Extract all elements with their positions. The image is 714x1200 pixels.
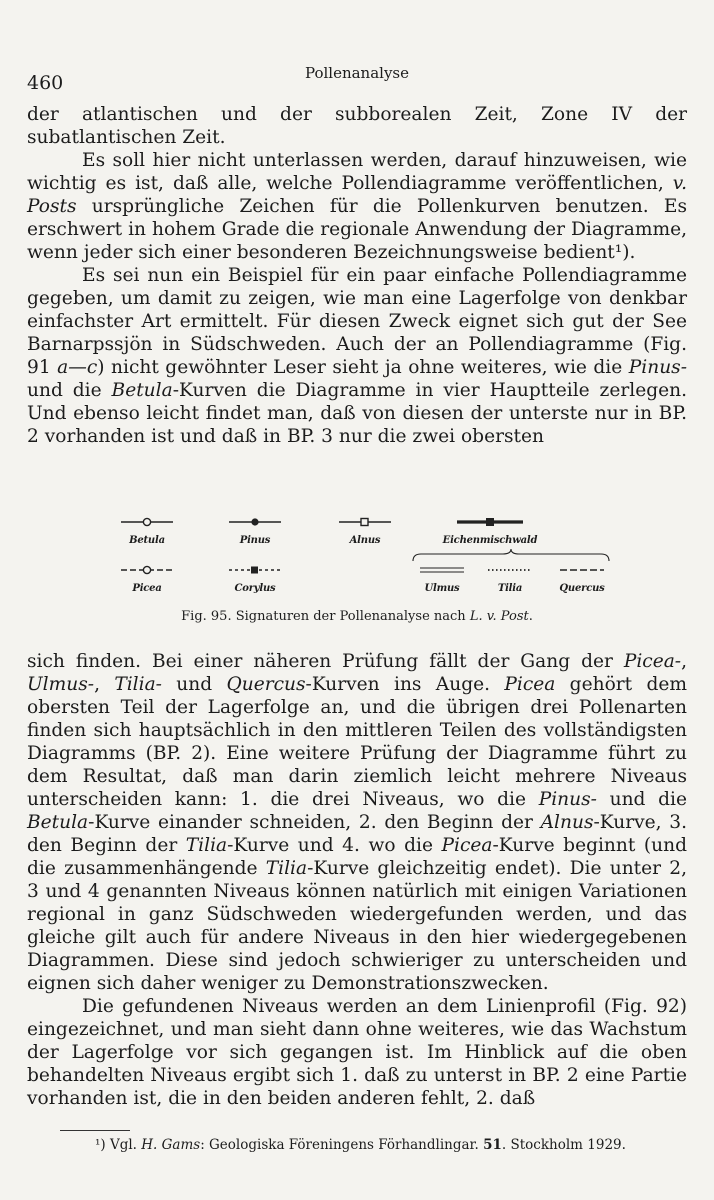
text-run: ) nicht gewöhnter Leser sieht ja ohne weiteres, wie die: [97, 357, 629, 378]
caption-author: L. v. Post: [469, 609, 529, 624]
footnote-suffix: . Stockholm 1929.: [501, 1137, 626, 1153]
footnote-author: H. Gams: [141, 1137, 201, 1153]
italic-text: Betula: [111, 380, 173, 401]
paragraph: [27, 103, 687, 149]
italic-text: a—c: [57, 357, 98, 378]
signature-picea: [117, 563, 177, 603]
text-run: -Kurve einander schneiden, 2. den Beginn der: [88, 812, 541, 833]
italic-text: Tilia: [185, 835, 228, 856]
body-text-top: [27, 103, 687, 448]
italic-text: Ulmus-: [27, 674, 95, 695]
tilia-dotted-line-icon: [480, 563, 540, 577]
text-run: -Kurve beginnt (und die zusammenhängende: [27, 835, 688, 879]
quercus-dash-line-icon: [552, 563, 612, 577]
signature-pinus: [225, 515, 285, 555]
page-number: 460: [27, 72, 64, 94]
paragraph: [27, 995, 687, 1110]
body-text-bottom: [27, 650, 687, 1110]
italic-text: Alnus: [540, 812, 594, 833]
text-run: -Kurve gleichzeitig endet). Die unter 2, 3 und 4 genannten Niveaus können natürlich mit einigen Variationen regional in ganz Südschweden wiedergefunden werden, und das gleiche gilt auch für andere Niveaus in den hier wiedergegebenen Diagrammen. Diese sind jedoch schwieriger zu unterscheiden und eignen sich daher weniger zu Demonstrationszwecken.: [27, 858, 687, 994]
italic-text: Betula: [27, 812, 89, 833]
signature-label-tilia: Tilia: [497, 583, 523, 594]
figure-caption: [27, 609, 687, 624]
italic-text: Picea: [504, 674, 556, 695]
footnote-middle: : Geologiska Föreningens Förhandlingar.: [200, 1137, 484, 1153]
italic-text: Pinus-: [628, 357, 687, 378]
signature-ulmus: [412, 563, 472, 603]
signature-label-pinus: Pinus: [239, 535, 271, 546]
alnus-line-open-square-icon: [335, 515, 395, 529]
text-run: ,: [94, 674, 115, 695]
italic-text: Tilia: [265, 858, 308, 879]
running-title: Pollenanalyse: [304, 64, 410, 82]
eichenmischwald-thick-line-filled-square-icon: [425, 515, 555, 529]
text-run: -Kurven die Diagramme in vier Hauptteile zerlegen. Und ebenso leicht findet man, daß von diesen der unterste nur in BP. 2 vorhanden ist und daß in BP. 3 nur die zwei obersten: [27, 380, 687, 447]
brace-icon: [411, 549, 611, 563]
text-run: Es soll hier nicht unterlassen werden, darauf hinzuweisen, wie wichtig es ist, daß alle, welche Pollendiagramme veröffentlichen,: [27, 150, 687, 194]
text-run: und die: [596, 789, 688, 810]
signature-label-eichenmischwald: Eichenmischwald: [442, 535, 538, 546]
italic-text: Picea: [441, 835, 493, 856]
footnote: [95, 1136, 695, 1154]
page-header: [27, 60, 687, 94]
signature-corylus: [225, 563, 285, 603]
text-run: -Kurven ins Auge.: [305, 674, 505, 695]
text-run: Es sei nun ein Beispiel für ein paar einfache Pollendiagramme gegeben, um damit zu zeigen, wie man eine Lagerfolge von denkbar einfachster Art ermittelt. Für diesen Zweck eignet sich gut der See Barnarpssjön in Südschweden. Auch der an Pollendiagramme (Fig. 91: [27, 265, 687, 378]
signature-quercus: [552, 563, 612, 603]
text-run: Die gefundenen Niveaus werden an dem Linienprofil (Fig. 92) eingezeichnet, und man sieht dann ohne weiteres, wie das Wachstum der Lagerfolge vor sich gegangen ist. Im Hinblick auf die oben behandelten Niveaus ergibt sich 1. daß zu unterst in BP. 2 eine Partie vorhanden ist, die in den beiden anderen fehlt, 2. daß: [27, 996, 687, 1109]
caption-prefix: Fig. 95. Signaturen der Pollenanalyse nach: [181, 609, 470, 624]
italic-text: Quercus: [226, 674, 306, 695]
footnote-rule: [60, 1130, 130, 1131]
ulmus-double-line-icon: [412, 563, 472, 577]
text-run: und die: [27, 380, 112, 401]
text-run: ,: [681, 651, 687, 672]
text-run: sich finden. Bei einer näheren Prüfung fällt der Gang der: [27, 651, 624, 672]
signature-label-quercus: Quercus: [559, 583, 605, 594]
signature-label-alnus: Alnus: [349, 535, 381, 546]
paragraph: [27, 264, 687, 448]
betula-line-open-circle-icon: [117, 515, 177, 529]
footnote-volume: 51: [483, 1137, 502, 1153]
text-run: ursprüngliche Zeichen für die Pollenkurven benutzen. Es erschwert in hohem Grade die regionale Anwendung der Diagramme, wenn jeder sich einer besonderen Bezeichnungsweise bedient¹).: [27, 196, 687, 263]
text-run: gehört dem obersten Teil der Lagerfolge an, und die übrigen drei Pollenarten finden sich hauptsächlich in den mittleren Teilen des vollständigsten Diagramms (BP. 2). Eine weitere Prüfung der Diagramme führt zu dem Resultat, daß man darin ziemlich leicht mehrere Niveaus unterscheiden kann: 1. die drei Niveaus, wo die: [27, 674, 688, 810]
text-run: -Kurve und 4. wo die: [227, 835, 442, 856]
signature-label-betula: Betula: [129, 535, 165, 546]
italic-text: Picea-: [623, 651, 682, 672]
italic-text: Tilia-: [114, 674, 162, 695]
caption-suffix: .: [528, 609, 533, 624]
italic-text: Pinus-: [538, 789, 597, 810]
italic-text: v. Posts: [27, 173, 687, 217]
paragraph: [27, 149, 687, 264]
text-run: und: [161, 674, 227, 695]
signature-label-corylus: Corylus: [234, 583, 276, 594]
corylus-dotted-line-filled-square-icon: [225, 563, 285, 577]
figure-95: [27, 505, 687, 635]
picea-dashed-line-open-circle-icon: [117, 563, 177, 577]
footnote-prefix: ¹) Vgl.: [95, 1137, 142, 1153]
signature-label-picea: Picea: [132, 583, 162, 594]
signature-label-ulmus: Ulmus: [424, 583, 460, 594]
signature-alnus: [335, 515, 395, 555]
signature-tilia: [480, 563, 540, 603]
pinus-line-filled-circle-icon: [225, 515, 285, 529]
signature-betula: [117, 515, 177, 555]
paragraph: [27, 650, 687, 995]
text-run: -Kurve, 3. den Beginn der: [27, 812, 688, 856]
text-run: der atlantischen und der subborealen Zeit, Zone IV der subatlantischen Zeit.: [27, 104, 687, 148]
